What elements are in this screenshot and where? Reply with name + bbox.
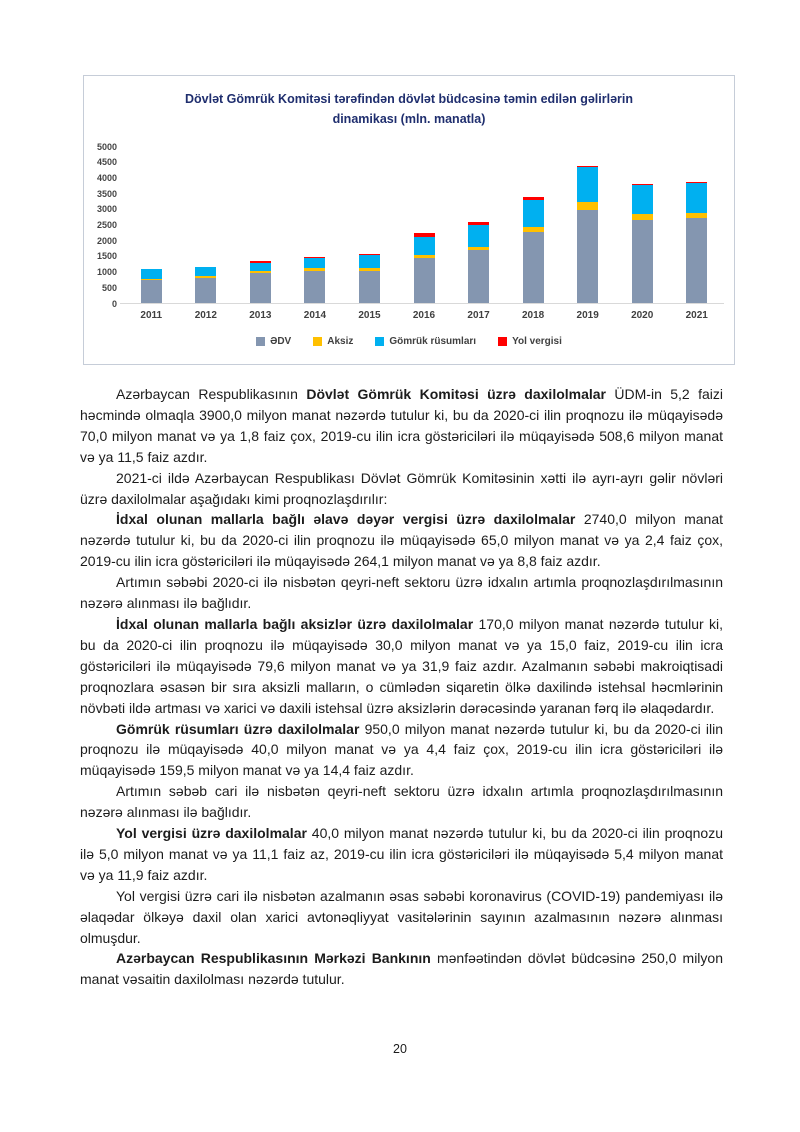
bar-column — [451, 147, 506, 304]
paragraph: Yol vergisi üzrə daxilolmalar 40,0 milyon manat nəzərdə tutulur ki, bu da 2020-ci ilin proqnozu ilə 5,0 milyon manat və ya 11,1 faiz az, 2019-cu ilin icra göstəriciləri ilə müqayisədə 5,4 milyon manat və ya 11,9 faiz azdır. — [80, 825, 723, 883]
bar-segment — [686, 183, 707, 213]
legend-item — [313, 336, 353, 347]
x-axis-line — [120, 303, 724, 304]
bar-segment — [359, 271, 380, 304]
y-tick-label: 1000 — [96, 267, 117, 278]
bar-segment — [468, 250, 489, 304]
y-tick-label: 4500 — [96, 157, 117, 168]
bar-stack — [359, 254, 380, 304]
paragraph: Gömrük rüsumları üzrə daxilolmalar 950,0 milyon manat nəzərdə tutulur ki, bu da 2020-ci ilin proqnozu ilə müqayisədə 40,0 milyon manat və ya 4,4 faiz çox, 2019-cu ilin icra göstəriciləri ilə müqayisədə 159,5 milyon manat və ya 14,4 faiz azdır. — [80, 720, 723, 779]
legend-swatch-icon — [313, 337, 322, 346]
paragraph: Azərbaycan Respublikasının Mərkəzi Bankının mənfəətindən dövlət büdcəsinə 250,0 milyon manat vəsaitin daxilolması nəzərdə tutulur. — [80, 950, 723, 988]
bar-column — [669, 147, 724, 304]
bar-stack — [250, 261, 271, 304]
legend-label: Gömrük rüsumları — [389, 336, 477, 347]
chart-title: Dövlət Gömrük Komitəsi tərəfindən dövlət büdcəsinə təmin edilən gəlirlərin dinamikası (mln. manatla) — [184, 92, 633, 126]
bar-column — [560, 147, 615, 304]
paragraph: 2021-ci ildə Azərbaycan Respublikası Dövlət Gömrük Komitəsinin xətti ilə ayrı-ayrı gəlir növləri üzrə daxilolmalar aşağıdakı kimi proqnozlaşdırılır: — [80, 469, 723, 507]
bar-segment — [523, 232, 544, 304]
x-tick-label: 2016 — [412, 310, 436, 321]
bar-series — [124, 147, 724, 304]
paragraph: İdxal olunan mallarla bağlı aksizlər üzrə daxilolmalar 170,0 milyon manat nəzərdə tutulur ki, bu da 2020-ci ilin proqnozu ilə müqayisədə 30,0 milyon manat və ya 15,0 faiz, 2019-cu ilin icra göstəriciləri ilə müqayisədə 79,6 milyon manat və ya 31,9 faiz azdır. Azalmanın səbəbi makroiqtisadi proqnozlara əsasən bir sıra aksizli malların, o cümlədən siqaretin ölkə daxilində istehsal həcmlərinin növbəti ildə artması və xarici və daxili istehsal üzrə aksizlərin dərəcəsində yaranan fərq ilə əlaqədardır. — [80, 615, 723, 716]
y-tick-label: 5000 — [96, 141, 117, 152]
bar-segment — [195, 278, 216, 304]
legend-item — [256, 336, 291, 347]
bar-segment — [523, 200, 544, 227]
y-tick-label: 500 — [101, 282, 117, 293]
paragraph: Yol vergisi üzrə cari ilə nisbətən azalmanın əsas səbəbi koronavirus (COVID-19) pandemiyası ilə əlaqədar ölkəyə daxil olan xarici avtonəqliyyat vasitələrinin sayının azalmasının nəzərə alınması olmuşdur. — [80, 887, 723, 946]
x-tick-label: 2019 — [576, 310, 599, 321]
bar-segment — [141, 269, 162, 278]
bar-stack — [468, 222, 489, 304]
bar-column — [615, 147, 670, 304]
revenue-chart — [83, 75, 735, 365]
bar-segment — [195, 267, 216, 276]
body-text — [80, 384, 723, 990]
chart-legend — [84, 336, 734, 347]
bar-segment — [141, 280, 162, 304]
y-tick-label: 4000 — [96, 172, 117, 183]
bar-stack — [686, 182, 707, 304]
y-tick-label: 2000 — [96, 235, 117, 246]
bar-stack — [632, 184, 653, 304]
paragraph: Artımın səbəbi 2020-ci ilə nisbətən qeyri-neft sektoru üzrə idxalın artımla proqnozlaşdırılmasının nəzərə alınması ilə bağlıdır. — [80, 574, 723, 612]
bar-stack — [195, 267, 216, 304]
y-tick-label: 3500 — [96, 188, 117, 199]
x-tick-label: 2018 — [521, 310, 545, 321]
x-tick-label: 2021 — [685, 310, 708, 321]
bar-segment — [250, 263, 271, 270]
y-tick-label: 1500 — [96, 251, 117, 262]
bar-stack — [304, 257, 325, 304]
bar-segment — [414, 237, 435, 255]
bar-column — [506, 147, 561, 304]
legend-label: Aksiz — [327, 336, 354, 347]
x-tick-label: 2015 — [358, 310, 381, 321]
bar-stack — [141, 269, 162, 304]
bar-segment — [686, 218, 707, 304]
bar-stack — [523, 197, 544, 304]
bar-segment — [632, 185, 653, 214]
x-tick-label: 2013 — [249, 310, 272, 321]
page-number: 20 — [393, 1042, 407, 1056]
legend-swatch-icon — [498, 337, 507, 346]
paragraph: Azərbaycan Respublikasının Dövlət Gömrük Komitəsi üzrə daxilolmalar ÜDM-in 5,2 faizi həcmində olmaqla 3900,0 milyon manat nəzərdə tutulur ki, bu da 2020-ci ilin proqnozu ilə müqayisədə 70,0 milyon manat və ya 1,8 faiz çox, 2019-cu ilin icra göstəriciləri ilə müqayisədə 508,6 milyon manat və ya 11,5 faiz azdır. — [80, 386, 724, 465]
bar-segment — [304, 271, 325, 304]
bar-column — [179, 147, 234, 304]
legend-swatch-icon — [256, 337, 265, 346]
bar-column — [233, 147, 288, 304]
paragraph: İdxal olunan mallarla bağlı əlavə dəyər vergisi üzrə daxilolmalar 2740,0 milyon manat nəzərdə tutulur ki, bu da 2020-ci ilin proqnozu ilə müqayisədə 65,0 milyon manat və ya 2,4 faiz çox, 2019-cu ilin icra göstəriciləri ilə müqayisədə 264,1 milyon manat və ya 8,8 faiz azdır. — [80, 511, 724, 570]
x-tick-label: 2017 — [467, 310, 490, 321]
y-tick-label: 0 — [111, 298, 117, 309]
paragraph: Artımın səbəb cari ilə nisbətən qeyri-neft sektoru üzrə idxalın artımla proqnozlaşdırılmasının nəzərə alınması ilə bağlıdır. — [80, 783, 723, 821]
bar-segment — [577, 210, 598, 304]
bar-segment — [414, 258, 435, 304]
y-tick-label: 3000 — [96, 204, 117, 215]
y-axis — [84, 141, 124, 309]
bar-segment — [577, 202, 598, 210]
legend-item — [375, 336, 476, 347]
bar-column — [288, 147, 343, 304]
legend-item — [498, 336, 562, 347]
plot-area — [124, 147, 724, 304]
y-tick-label: 2500 — [96, 220, 117, 230]
x-tick-label: 2012 — [194, 310, 217, 321]
legend-swatch-icon — [375, 337, 384, 346]
bar-segment — [359, 255, 380, 268]
legend-label: Yol vergisi — [512, 336, 562, 347]
bar-stack — [577, 166, 598, 304]
bar-segment — [577, 167, 598, 202]
bar-column — [124, 147, 179, 304]
bar-segment — [250, 273, 271, 304]
x-axis-labels — [124, 310, 734, 321]
x-tick-label: 2011 — [140, 310, 163, 321]
chart-plot — [84, 141, 734, 309]
bar-column — [342, 147, 397, 304]
x-tick-label: 2014 — [303, 310, 327, 321]
bar-column — [397, 147, 452, 304]
bar-segment — [468, 225, 489, 247]
x-tick-label: 2020 — [631, 310, 654, 321]
bar-segment — [304, 258, 325, 268]
bar-segment — [632, 220, 653, 304]
bar-stack — [414, 233, 435, 304]
legend-label: ƏDV — [270, 336, 292, 347]
